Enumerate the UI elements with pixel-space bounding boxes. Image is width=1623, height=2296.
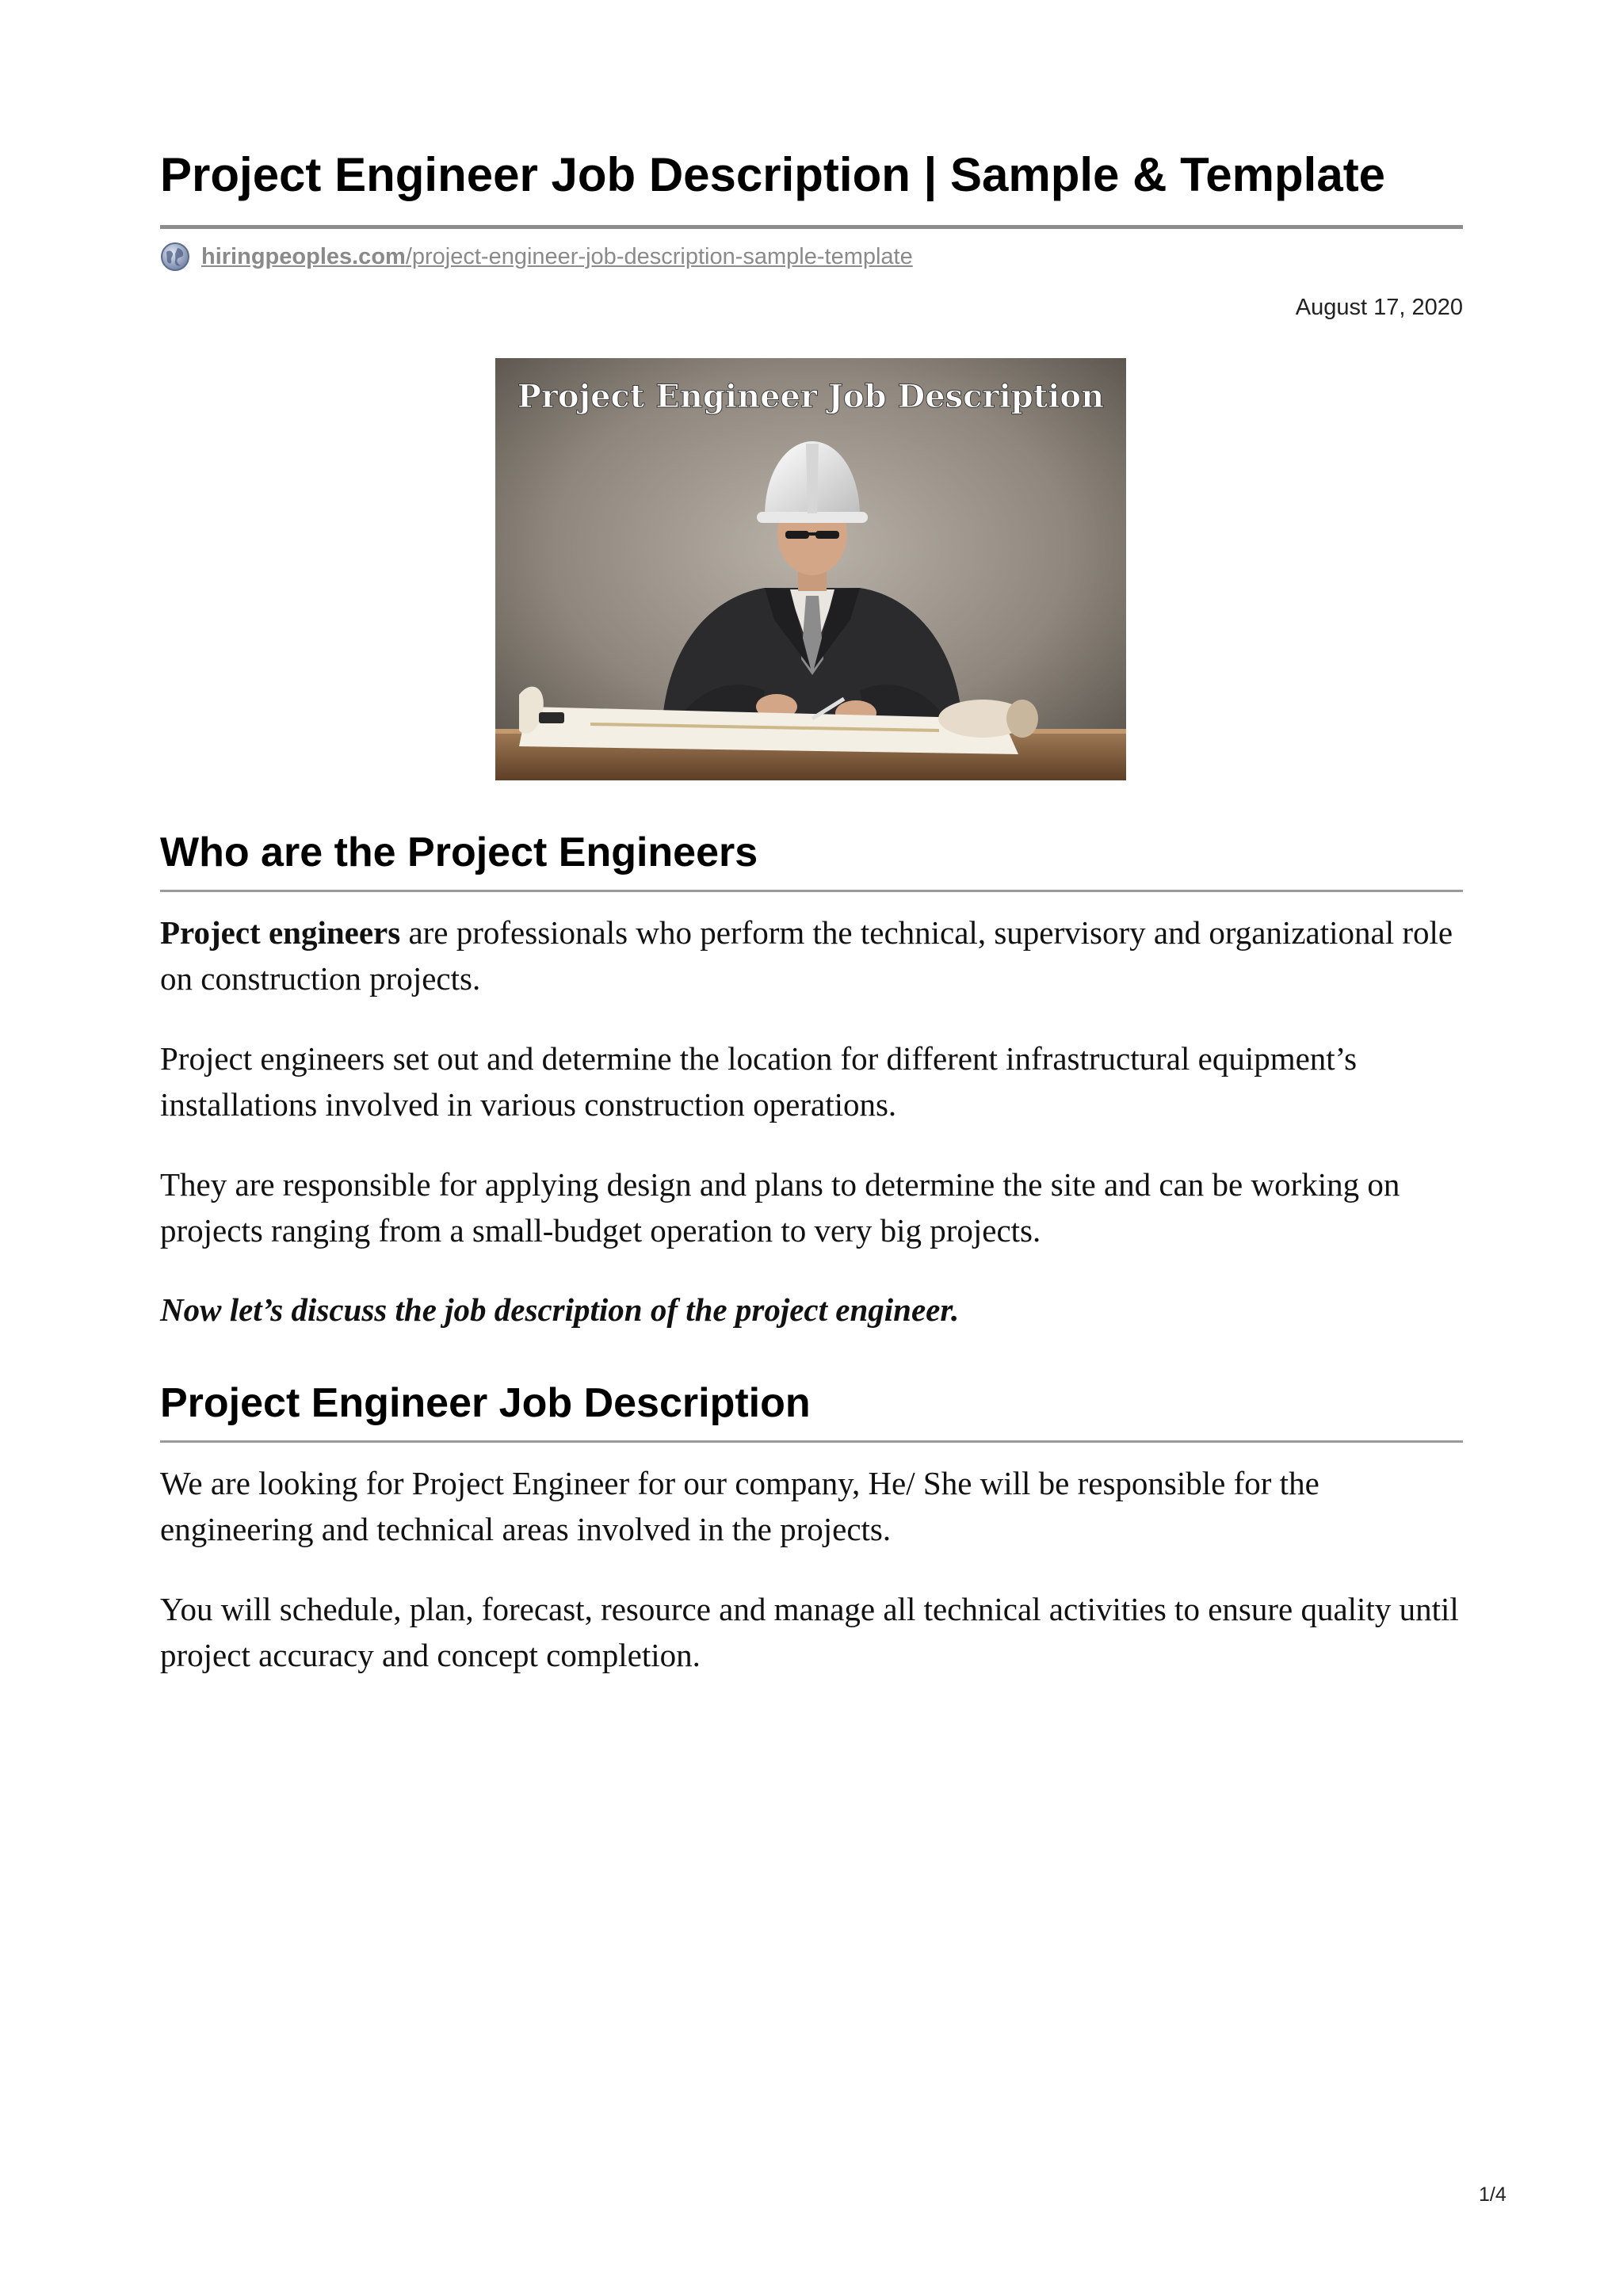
paragraph: They are responsible for applying design and plans to determine the site and can be working on projects ranging from a small-budget operation to very big projects.: [160, 1166, 1400, 1249]
hero-caption: Project Engineer Job Description: [517, 378, 1105, 415]
page-title: Project Engineer Job Description | Sample & Template: [160, 148, 1386, 201]
source-domain: hiringpeoples.com: [201, 243, 406, 269]
page-number: 1/4: [1479, 2183, 1507, 2206]
paragraph: You will schedule, plan, forecast, resource and manage all technical activities to ensure quality until project accuracy and concept completion.: [160, 1591, 1459, 1673]
hero-image: [495, 358, 1126, 780]
section-divider: [160, 890, 1463, 892]
source-url-link[interactable]: [201, 244, 913, 270]
publish-date: August 17, 2020: [1295, 295, 1463, 320]
bold-lead: Project engineers: [160, 914, 401, 951]
paragraph: Project engineers set out and determine the location for different infrastructural equipment’s installations involved in various construction operations.: [160, 1040, 1358, 1123]
source-path: /project-engineer-job-description-sample-template: [405, 243, 913, 269]
globe-icon: [160, 242, 190, 272]
section-heading-who: Who are the Project Engineers: [160, 830, 758, 875]
title-divider: [160, 225, 1463, 229]
emphasis-paragraph: Now let’s discuss the job description of the project engineer.: [160, 1291, 960, 1328]
section-divider: [160, 1440, 1463, 1443]
paragraph: We are looking for Project Engineer for our company, He/ She will be responsible for the engineering and technical areas involved in the projects.: [160, 1465, 1319, 1547]
section-heading-job-description: Project Engineer Job Description: [160, 1380, 811, 1426]
paragraph: Project engineers are professionals who perform the technical, supervisory and organizational role on construction projects.: [160, 914, 1453, 997]
source-link-row: [160, 240, 913, 273]
